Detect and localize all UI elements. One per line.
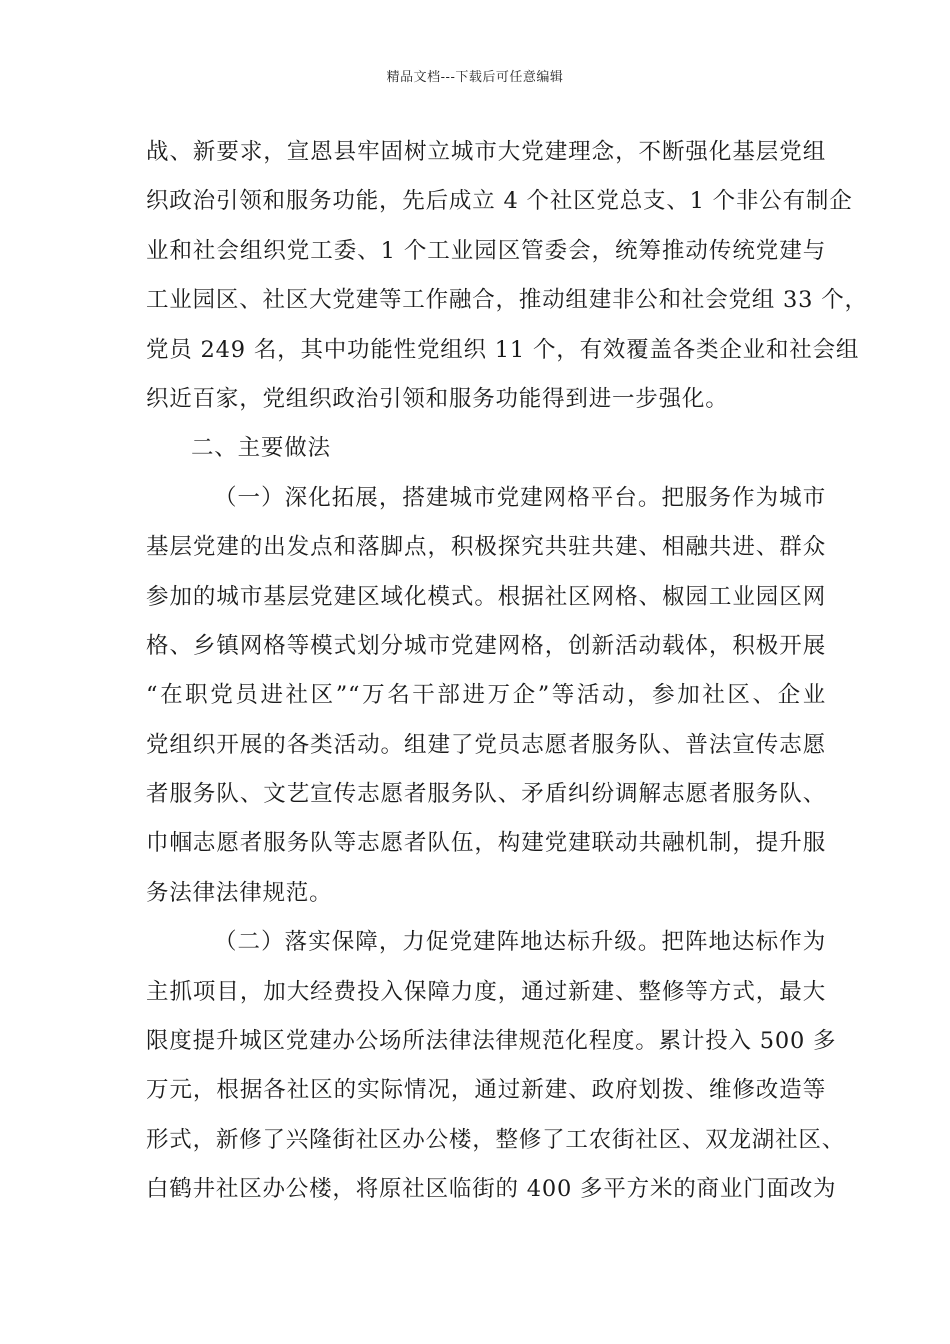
document-body — [146, 128, 868, 1215]
text-line: 织近百家，党组织政治引领和服务功能得到进一步强化。 — [146, 385, 729, 412]
text-line: 万元，根据各社区的实际情况，通过新建、政府划拨、维修改造等 — [146, 1077, 826, 1104]
text-line: 形式，新修了兴隆街社区办公楼，整修了工农街社区、双龙湖社区、 — [146, 1126, 846, 1153]
text-line: “在职党员进社区”“万名干部进万企”等活动，参加社区、企业 — [146, 682, 826, 709]
text-line: 基层党建的出发点和落脚点，积极探究共驻共建、相融共进、群众 — [146, 534, 826, 561]
subsection-heading: （一）深化拓展，搭建城市党建网格平台。把服务作为城市 — [214, 484, 826, 511]
text-line: 格、乡镇网格等模式划分城市党建网格，创新活动载体，积极开展 — [146, 632, 826, 659]
page-header: 精品文档---下载后可任意编辑 — [386, 70, 564, 85]
text-line: 限度提升城区党建办公场所法律法律规范化程度。累计投入 500 多 — [146, 1028, 837, 1055]
text-line: 业和社会组织党工委、1 个工业园区管委会，统筹推动传统党建与 — [146, 237, 826, 264]
text-line: 参加的城市基层党建区域化模式。根据社区网格、椒园工业园区网 — [146, 583, 826, 610]
text-line: 务法律法律规范。 — [146, 879, 333, 906]
section-heading: 二、主要做法 — [191, 435, 331, 462]
text-line: 工业园区、社区大党建等工作融合，推动组建非公和社会党组 33 个， — [146, 287, 868, 314]
text-line: 织政治引领和服务功能，先后成立 4 个社区党总支、1 个非公有制企 — [146, 188, 853, 215]
text-line: 主抓项目，加大经费投入保障力度，通过新建、整修等方式，最大 — [146, 978, 826, 1005]
text-line: 战、新要求，宣恩县牢固树立城市大党建理念，不断强化基层党组 — [146, 139, 826, 165]
subsection-heading: （二）落实保障，力促党建阵地达标升级。把阵地达标作为 — [214, 929, 826, 956]
text-line: 党组织开展的各类活动。组建了党员志愿者服务队、普法宣传志愿 — [146, 731, 826, 758]
text-line: 巾帼志愿者服务队等志愿者队伍，构建党建联动共融机制，提升服 — [146, 830, 826, 857]
text-line: 白鹤井社区办公楼，将原社区临街的 400 多平方米的商业门面改为 — [146, 1176, 837, 1203]
text-line: 党员 249 名，其中功能性党组织 11 个，有效覆盖各类企业和社会组 — [146, 336, 860, 363]
text-line: 者服务队、文艺宣传志愿者服务队、矛盾纠纷调解志愿者服务队、 — [146, 781, 826, 808]
